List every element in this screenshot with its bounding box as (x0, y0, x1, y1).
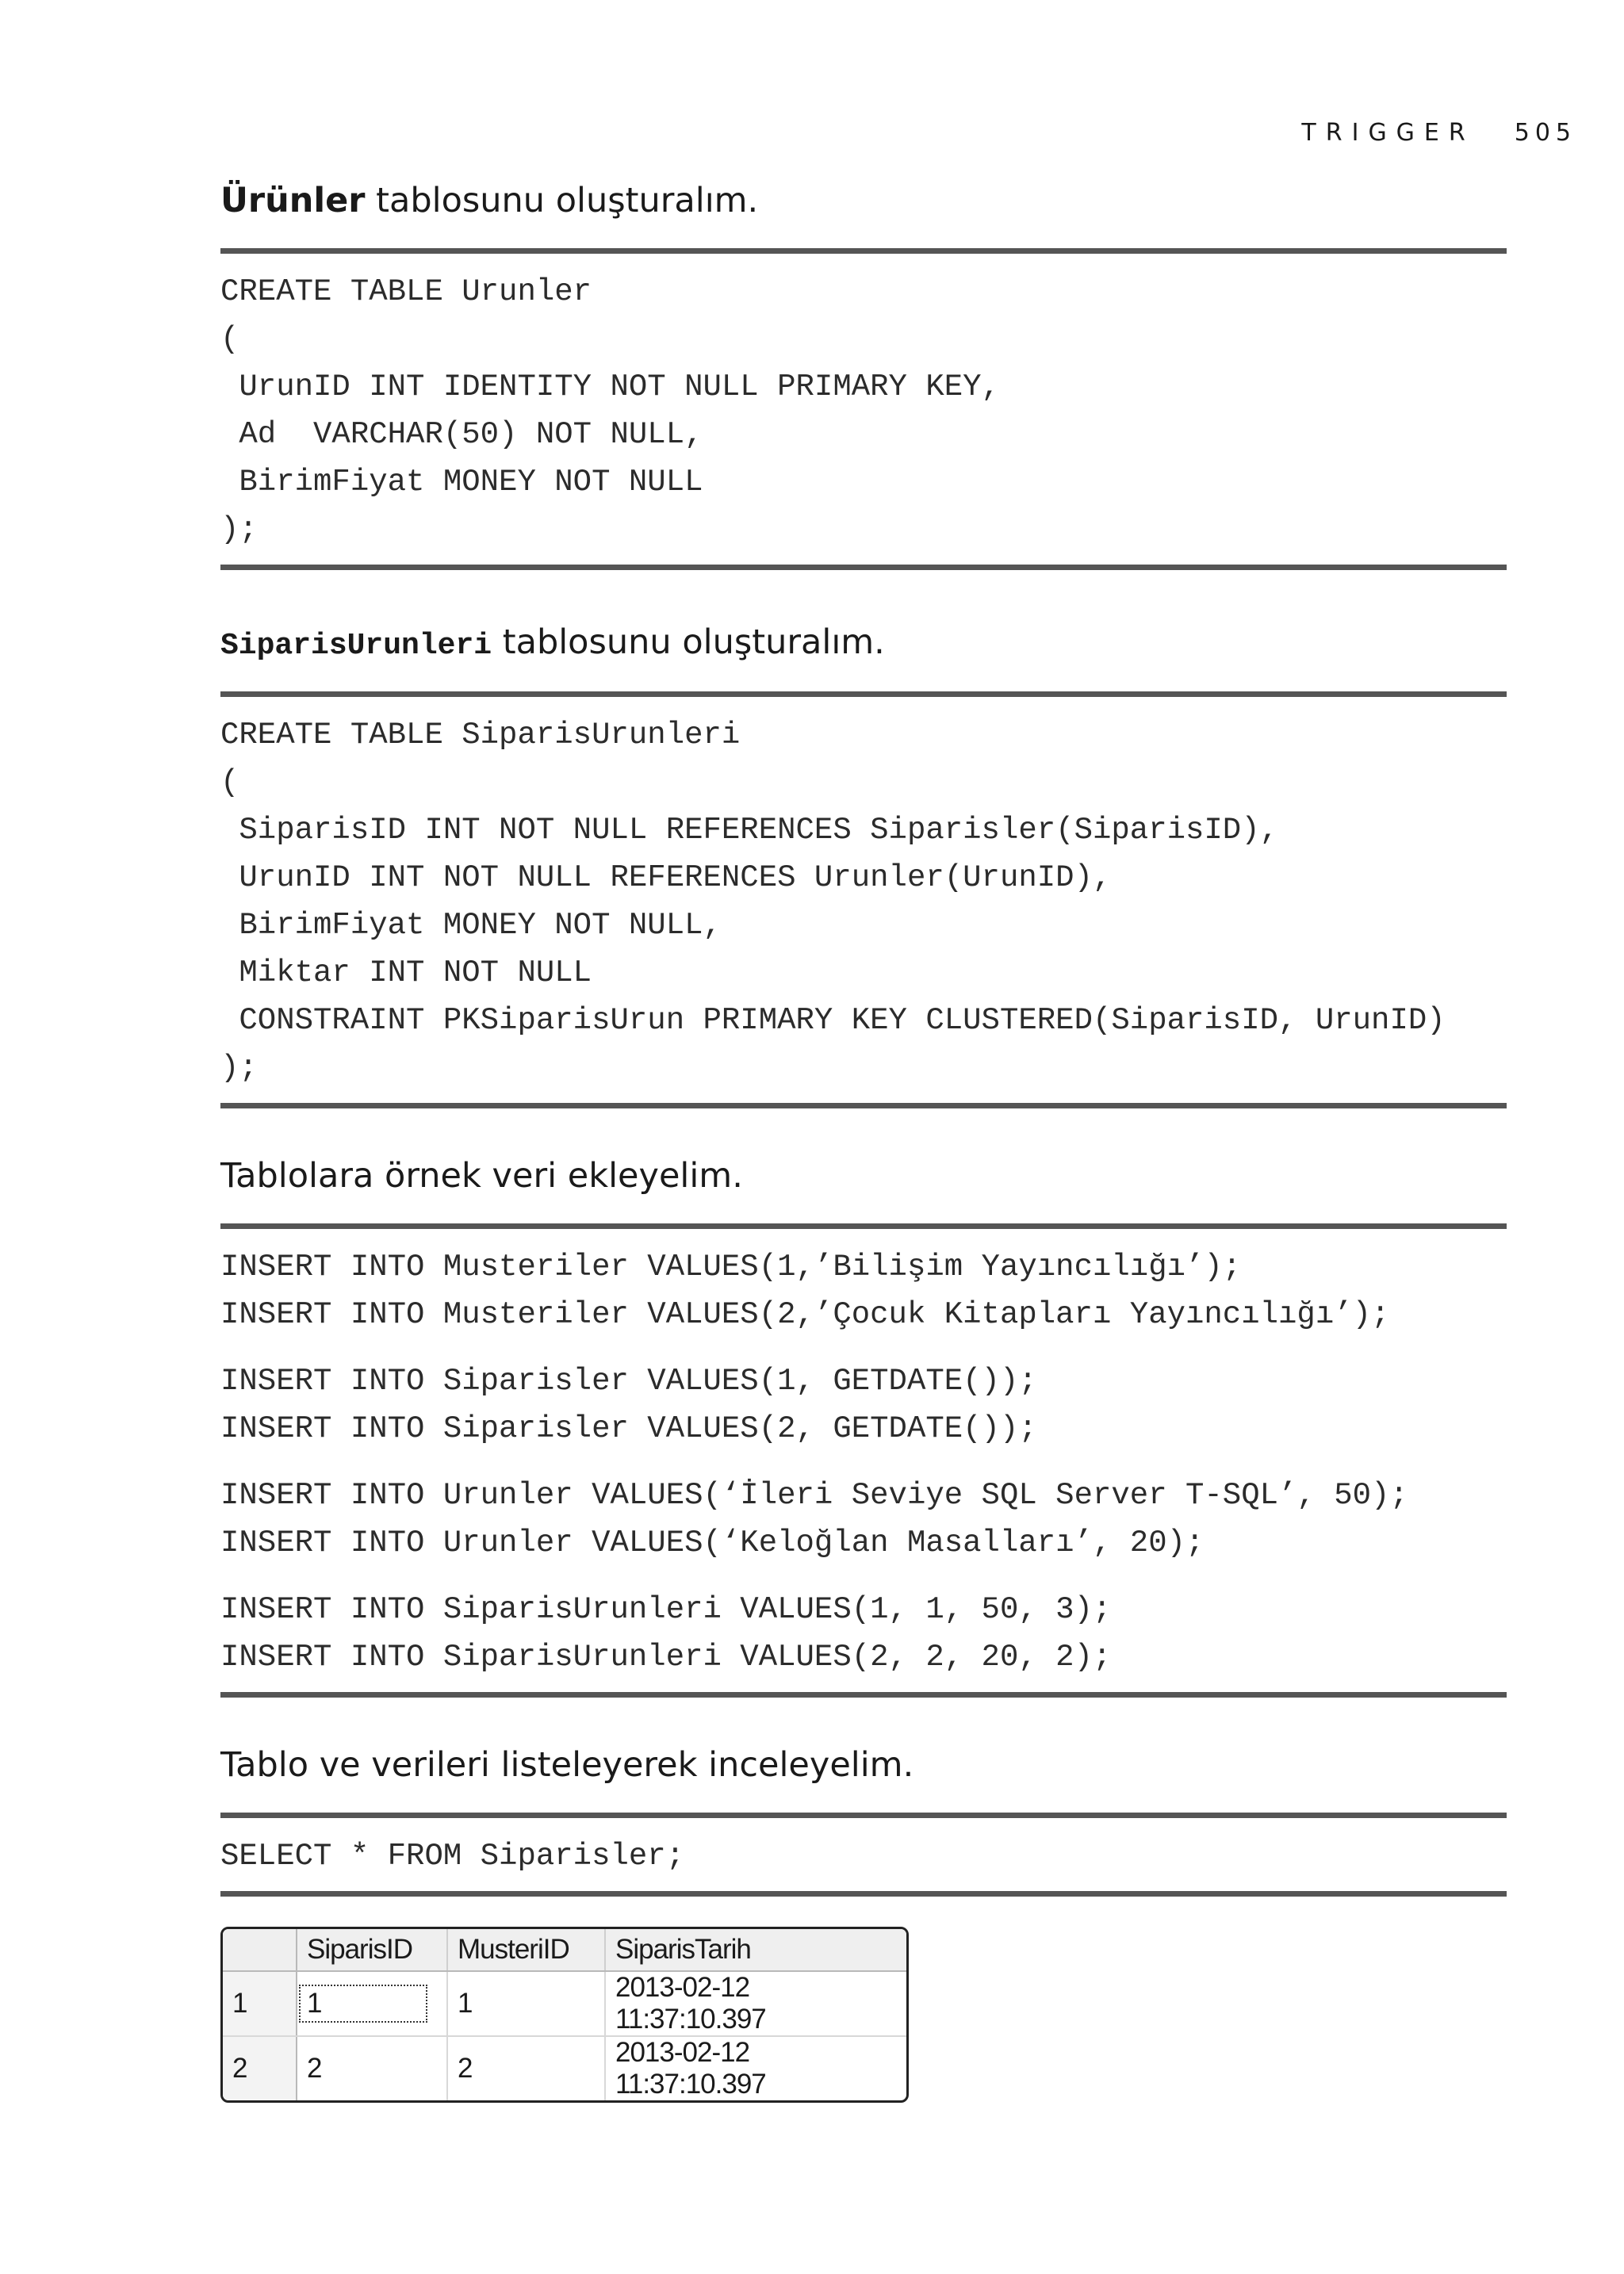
table-cell[interactable]: 2 (447, 2036, 605, 2100)
page-content (220, 181, 1507, 2103)
code-group (220, 711, 1507, 1092)
code-line: INSERT INTO SiparisUrunleri VALUES(2, 2, 20, 2); (220, 1640, 1112, 1675)
code-group (220, 1472, 1507, 1567)
code-line: UrunID INT IDENTITY NOT NULL PRIMARY KEY, (220, 369, 1000, 404)
table-cell[interactable]: 1 (447, 1971, 605, 2036)
code-line: ); (220, 512, 258, 547)
code-block (220, 691, 1507, 1108)
code-line: INSERT INTO Musteriler VALUES(2,’Çocuk Kitapları Yayıncılığı’); (220, 1297, 1390, 1332)
code-block (220, 1813, 1507, 1897)
result-grid (220, 1927, 909, 2103)
code-line: INSERT INTO Urunler VALUES(‘Keloğlan Masalları’, 20); (220, 1526, 1205, 1560)
table-row (223, 2036, 906, 2100)
heading-text: Tablo ve verileri listeleyerek inceleyelim. (220, 1745, 914, 1785)
code-line: ( (220, 322, 239, 357)
code-line: BirimFiyat MONEY NOT NULL (220, 465, 703, 500)
column-header-musteriid[interactable]: MusteriID (447, 1929, 605, 1971)
code-line: Ad VARCHAR(50) NOT NULL, (220, 417, 703, 452)
code-line: INSERT INTO Musteriler VALUES(1,’Bilişim Yayıncılığı’); (220, 1250, 1242, 1284)
code-line: INSERT INTO SiparisUrunleri VALUES(1, 1, 50, 3); (220, 1592, 1112, 1627)
code-line: UrunID INT NOT NULL REFERENCES Urunler(UrunID), (220, 860, 1112, 895)
code-group (220, 1357, 1507, 1453)
section-insert-data (220, 1156, 1507, 1698)
code-group (220, 1586, 1507, 1681)
page-number: 505 (1514, 119, 1576, 147)
header-row (223, 1929, 906, 1971)
code-line: Miktar INT NOT NULL (220, 955, 592, 990)
heading-text: tablosunu oluşturalım. (492, 622, 885, 662)
row-number-cell[interactable]: 2 (223, 2036, 297, 2100)
code-line: ( (220, 765, 239, 800)
code-line: BirimFiyat MONEY NOT NULL, (220, 908, 722, 943)
section-select (220, 1745, 1507, 1897)
column-header-siparistarih[interactable]: SiparisTarih (605, 1929, 906, 1971)
code-line: SELECT * FROM Siparisler; (220, 1839, 685, 1874)
table-cell[interactable]: 2 (297, 2036, 447, 2100)
section-heading (220, 181, 1507, 220)
heading-lead: SiparisUrunleri (220, 629, 492, 663)
table-cell[interactable] (297, 1971, 447, 2036)
heading-text: tablosunu oluşturalım. (365, 181, 759, 220)
code-line: INSERT INTO Siparisler VALUES(2, GETDATE()); (220, 1411, 1037, 1446)
code-line: CREATE TABLE SiparisUrunleri (220, 718, 741, 752)
table-row (223, 1971, 906, 2036)
heading-lead: Ürünler (220, 181, 366, 220)
code-line: SiparisID INT NOT NULL REFERENCES Siparisler(SiparisID), (220, 813, 1279, 848)
section-heading (220, 1745, 1507, 1785)
code-line: CREATE TABLE Urunler (220, 274, 592, 309)
code-line: CONSTRAINT PKSiparisUrun PRIMARY KEY CLUSTERED(SiparisID, UrunID) (220, 1003, 1446, 1038)
section-siparisurunleri (220, 622, 1507, 1108)
selected-cell-value: 1 (301, 1986, 426, 2021)
corner-header-cell[interactable] (223, 1929, 297, 1971)
section-heading (220, 622, 1507, 663)
code-line: INSERT INTO Urunler VALUES(‘İleri Seviye SQL Server T-SQL’, 50); (220, 1478, 1408, 1513)
running-head (1301, 119, 1576, 147)
section-heading (220, 1156, 1507, 1196)
code-block (220, 1223, 1507, 1698)
code-line: INSERT INTO Siparisler VALUES(1, GETDATE()); (220, 1364, 1037, 1399)
table-cell[interactable]: 2013-02-12 11:37:10.397 (615, 2037, 766, 2100)
code-group (220, 1243, 1507, 1338)
code-group (220, 268, 1507, 553)
running-head-title: TRIGGER (1301, 119, 1475, 147)
result-table (223, 1929, 906, 2100)
code-block (220, 248, 1507, 570)
code-group (220, 1832, 1507, 1880)
code-line: ); (220, 1051, 258, 1085)
column-header-siparisid[interactable]: SiparisID (297, 1929, 447, 1971)
section-urunler (220, 181, 1507, 570)
table-cell[interactable]: 2013-02-12 11:37:10.397 (605, 1971, 906, 2036)
row-number-cell[interactable]: 1 (223, 1971, 297, 2036)
heading-text: Tablolara örnek veri ekleyelim. (220, 1156, 743, 1196)
